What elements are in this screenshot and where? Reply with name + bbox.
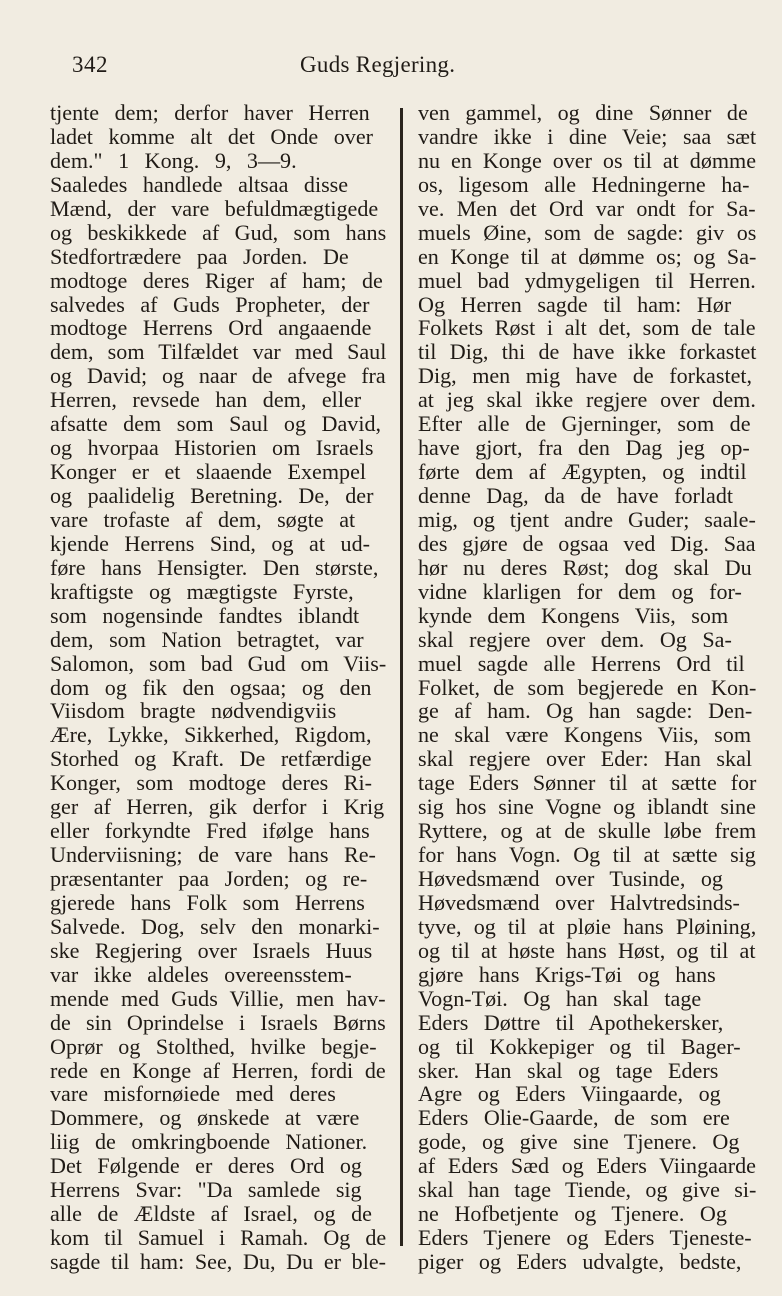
- text-line: vidne klarligen for dem og for-: [418, 578, 742, 604]
- text-line: Salomon, som bad Gud om Viis-: [50, 650, 387, 676]
- text-line: at jeg skal ikke regjere over dem.: [418, 387, 756, 413]
- text-line: Folket, de som begjerede en Kon-: [418, 674, 757, 700]
- text-line: og hvorpaa Historien om Israels: [50, 435, 374, 461]
- text-line: tage Eders Sønner til at sætte for: [418, 770, 757, 796]
- text-line: Salvede. Dog, selv den monarki-: [50, 913, 380, 939]
- page-header: [0, 52, 782, 86]
- text-line: Storhed og Kraft. De retfærdige: [50, 746, 372, 772]
- text-line: ladet komme alt det Onde over: [50, 123, 374, 149]
- text-line: og til at høste hans Høst, og til at: [418, 937, 756, 963]
- text-line: og beskikkede af Gud, som hans: [50, 219, 387, 245]
- text-line: Viisdom bragte nødvendigviis: [50, 698, 337, 724]
- text-line: Eders Olie-Gaarde, de som ere: [418, 1105, 730, 1131]
- text-line: have gjort, fra den Dag jeg op-: [418, 435, 750, 461]
- text-line: kjende Herrens Sind, og at ud-: [50, 530, 370, 556]
- text-line: alle de Ældste af Israel, og de: [50, 1201, 372, 1227]
- text-line: Underviisning; de vare hans Re-: [50, 842, 376, 868]
- text-line: afsatte dem som Saul og David,: [50, 411, 382, 437]
- text-line: Det Følgende er deres Ord og: [50, 1153, 362, 1179]
- text-line: os, ligesom alle Hedningerne ha-: [418, 171, 750, 197]
- text-line: Saaledes handlede altsaa disse: [50, 171, 349, 197]
- text-line: Og Herren sagde til ham: Hør: [418, 291, 732, 317]
- text-line: Efter alle de Gjerninger, som de: [418, 411, 751, 437]
- text-line: Eders Døttre til Apothekersker,: [418, 1009, 724, 1035]
- text-line: ven gammel, og dine Sønner de: [418, 100, 748, 125]
- text-line: vare trofaste af dem, søgte at: [50, 506, 356, 532]
- text-line: gjerede hans Folk som Herrens: [50, 889, 365, 915]
- text-line: Konger, som modtoge deres Ri-: [50, 770, 372, 796]
- text-line: sig hos sine Vogne og iblandt sine: [418, 794, 756, 820]
- text-line: nu en Konge over os til at dømme: [418, 147, 757, 173]
- running-head: Guds Regjering.: [300, 52, 456, 77]
- left-text-column: [50, 101, 386, 1274]
- text-line: Ryttere, og at de skulle løbe frem: [418, 818, 757, 844]
- text-line: des gjøre de ogsaa ved Dig. Saa: [418, 530, 756, 556]
- text-line: føre hans Hensigter. Den største,: [50, 554, 379, 580]
- text-line: modtoge deres Riger af ham; de: [50, 267, 383, 293]
- text-line: ne skal være Kongens Viis, som: [418, 722, 752, 748]
- text-line: vandre ikke i dine Veie; saa sæt: [418, 123, 757, 149]
- text-line: som nogensinde fandtes iblandt: [50, 602, 360, 628]
- text-line: skal regjere over Eder: Han skal: [418, 746, 753, 772]
- text-line: dem, som Nation betragtet, var: [50, 626, 364, 652]
- text-line: ske Regjering over Israels Huus: [50, 937, 373, 963]
- text-line: dom og fik den ogsaa; og den: [50, 674, 372, 700]
- text-line: muels Øine, som de sagde: giv os: [418, 219, 757, 245]
- text-line: muel sagde alle Herrens Ord til: [418, 650, 745, 676]
- text-line: Høvedsmænd over Halvtredsinds-: [418, 889, 740, 915]
- text-line: Dommere, og ønskede at være: [50, 1105, 360, 1131]
- text-line: kom til Samuel i Ramah. Og de: [50, 1225, 387, 1251]
- text-line: Oprør og Stolthed, hvilke begje-: [50, 1033, 377, 1059]
- text-line: og paalidelig Beretning. De, der: [50, 483, 374, 508]
- text-line: gode, og give sine Tjenere. Og: [418, 1129, 740, 1155]
- text-line: Stedfortrædere paa Jorden. De: [50, 243, 349, 269]
- text-line: sagde til ham: See, Du, Du er ble-: [50, 1249, 387, 1274]
- text-line: førte dem af Ægypten, og indtil: [418, 459, 747, 485]
- text-line: Agre og Eders Viingaarde, og: [418, 1081, 721, 1107]
- text-line: liig de omkringboende Nationer.: [50, 1129, 368, 1155]
- text-line: kynde dem Kongens Viis, som: [418, 602, 729, 628]
- text-line: Folkets Røst i alt det, som de tale: [418, 315, 756, 341]
- text-line: Høvedsmænd over Tusinde, og: [418, 866, 723, 891]
- page-number: 342: [72, 52, 108, 77]
- text-line: for hans Vogn. Og til at sætte sig: [418, 842, 756, 868]
- text-line: præsentanter paa Jorden; og re-: [50, 866, 368, 891]
- text-line: og David; og naar de afvege fra: [50, 363, 386, 389]
- text-line: skal han tage Tiende, og give si-: [418, 1177, 757, 1203]
- text-line: Dig, men mig have de forkastet,: [418, 363, 753, 389]
- text-line: hør nu deres Røst; dog skal Du: [418, 554, 752, 580]
- text-line: gjøre hans Krigs-Tøi og hans: [418, 961, 716, 987]
- text-line: ve. Men det Ord var ondt for Sa-: [418, 195, 756, 221]
- text-line: sker. Han skal og tage Eders: [418, 1057, 719, 1083]
- text-line: Herrens Svar: "Da samlede sig: [50, 1177, 362, 1203]
- text-line: denne Dag, da de have forladt: [418, 483, 734, 508]
- text-line: modtoge Herrens Ord angaaende: [50, 315, 372, 341]
- text-line: muel bad ydmygeligen til Herren.: [418, 267, 756, 293]
- text-line: Mænd, der vare befuldmægtigede: [50, 195, 379, 221]
- text-line: en Konge til at dømme os; og Sa-: [418, 243, 757, 269]
- text-line: Vogn-Tøi. Og han skal tage: [418, 985, 702, 1011]
- text-line: Herren, revsede han dem, eller: [50, 387, 362, 413]
- text-line: og til Kokkepiger og til Bager-: [418, 1033, 741, 1059]
- column-divider: [400, 108, 403, 1246]
- text-line: ger af Herren, gik derfor i Krig: [50, 794, 385, 820]
- text-line: mende med Guds Villie, men hav-: [50, 985, 386, 1011]
- text-line: eller forkyndte Fred ifølge hans: [50, 818, 370, 844]
- text-line: Ære, Lykke, Sikkerhed, Rigdom,: [50, 722, 372, 748]
- text-line: vare misfornøiede med deres: [50, 1081, 336, 1107]
- text-line: kraftigste og mægtigste Fyrste,: [50, 578, 354, 604]
- text-line: tyve, og til at pløie hans Pløining,: [418, 913, 757, 939]
- text-line: af Eders Sæd og Eders Viingaarde: [418, 1153, 756, 1179]
- text-line: Eders Tjenere og Eders Tjeneste-: [418, 1225, 752, 1251]
- text-line: skal regjere over dem. Og Sa-: [418, 626, 732, 652]
- text-line: til Dig, thi de have ikke forkastet: [418, 339, 757, 365]
- text-line: piger og Eders udvalgte, bedste,: [418, 1249, 742, 1274]
- text-line: salvedes af Guds Propheter, der: [50, 291, 370, 317]
- right-text-column: [418, 101, 756, 1274]
- text-line: ge af ham. Og han sagde: Den-: [418, 698, 753, 724]
- text-line: rede en Konge af Herren, fordi de: [50, 1057, 386, 1083]
- text-line: Konger er et slaaende Exempel: [50, 459, 367, 485]
- text-line: de sin Oprindelse i Israels Børns: [50, 1009, 386, 1035]
- text-line: ne Hofbetjente og Tjenere. Og: [418, 1201, 727, 1227]
- text-line: mig, og tjent andre Guder; saale-: [418, 506, 756, 532]
- text-line: tjente dem; derfor haver Herren: [50, 100, 370, 125]
- text-line: dem, som Tilfældet var med Saul: [50, 339, 387, 365]
- text-line: var ikke aldeles overeensstem-: [50, 961, 352, 987]
- text-line: dem." 1 Kong. 9, 3—9.: [50, 147, 297, 173]
